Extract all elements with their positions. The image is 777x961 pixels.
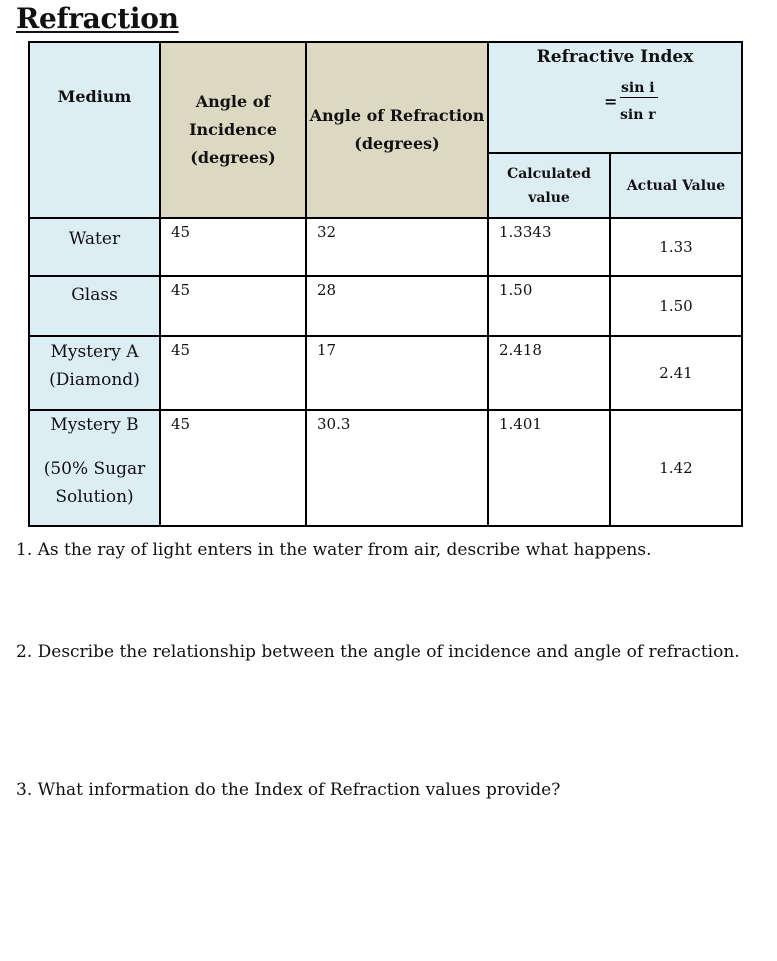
- page-title: Refraction: [16, 2, 179, 35]
- table-row: [29, 336, 742, 410]
- actual-cell: 1.50: [610, 276, 742, 336]
- incidence-cell: 45: [160, 276, 306, 336]
- question-2: 2. Describe the relationship between the angle of incidence and angle of refraction.: [16, 642, 740, 662]
- header-angle-of-incidence: Angle of Incidence (degrees): [160, 42, 306, 218]
- medium-cell: Water: [29, 218, 160, 276]
- medium-cell: Glass: [29, 276, 160, 336]
- question-3: 3. What information do the Index of Refraction values provide?: [16, 780, 561, 800]
- medium-cell: Mystery B (50% Sugar Solution): [29, 410, 160, 526]
- refraction-cell: 28: [306, 276, 488, 336]
- formula-denominator: sin r: [620, 107, 656, 123]
- formula-sin-ratio: = sin i sin r: [489, 70, 741, 126]
- header-medium: Medium: [29, 42, 160, 218]
- calculated-cell: 1.401: [488, 410, 610, 526]
- calculated-cell: 1.3343: [488, 218, 610, 276]
- actual-cell: 1.42: [610, 410, 742, 526]
- header-actual-value: Actual Value: [610, 153, 742, 218]
- table-row: [29, 410, 742, 526]
- calculated-cell: 1.50: [488, 276, 610, 336]
- header-angle-of-refraction: Angle of Refraction (degrees): [306, 42, 488, 218]
- actual-cell: 1.33: [610, 218, 742, 276]
- refraction-cell: 17: [306, 336, 488, 410]
- incidence-cell: 45: [160, 218, 306, 276]
- medium-cell: Mystery A (Diamond): [29, 336, 160, 410]
- incidence-cell: 45: [160, 410, 306, 526]
- table-row: [29, 276, 742, 336]
- actual-cell: 2.41: [610, 336, 742, 410]
- incidence-cell: 45: [160, 336, 306, 410]
- header-refractive-index: Refractive Index = sin i sin r: [488, 42, 742, 153]
- header-calculated-value: Calculated value: [488, 153, 610, 218]
- refraction-cell: 32: [306, 218, 488, 276]
- refraction-table: [28, 41, 743, 527]
- question-1: 1. As the ray of light enters in the water from air, describe what happens.: [16, 540, 652, 560]
- fraction-bar: [620, 97, 658, 98]
- refraction-cell: 30.3: [306, 410, 488, 526]
- table-row: [29, 218, 742, 276]
- calculated-cell: 2.418: [488, 336, 610, 410]
- formula-numerator: sin i: [621, 80, 655, 96]
